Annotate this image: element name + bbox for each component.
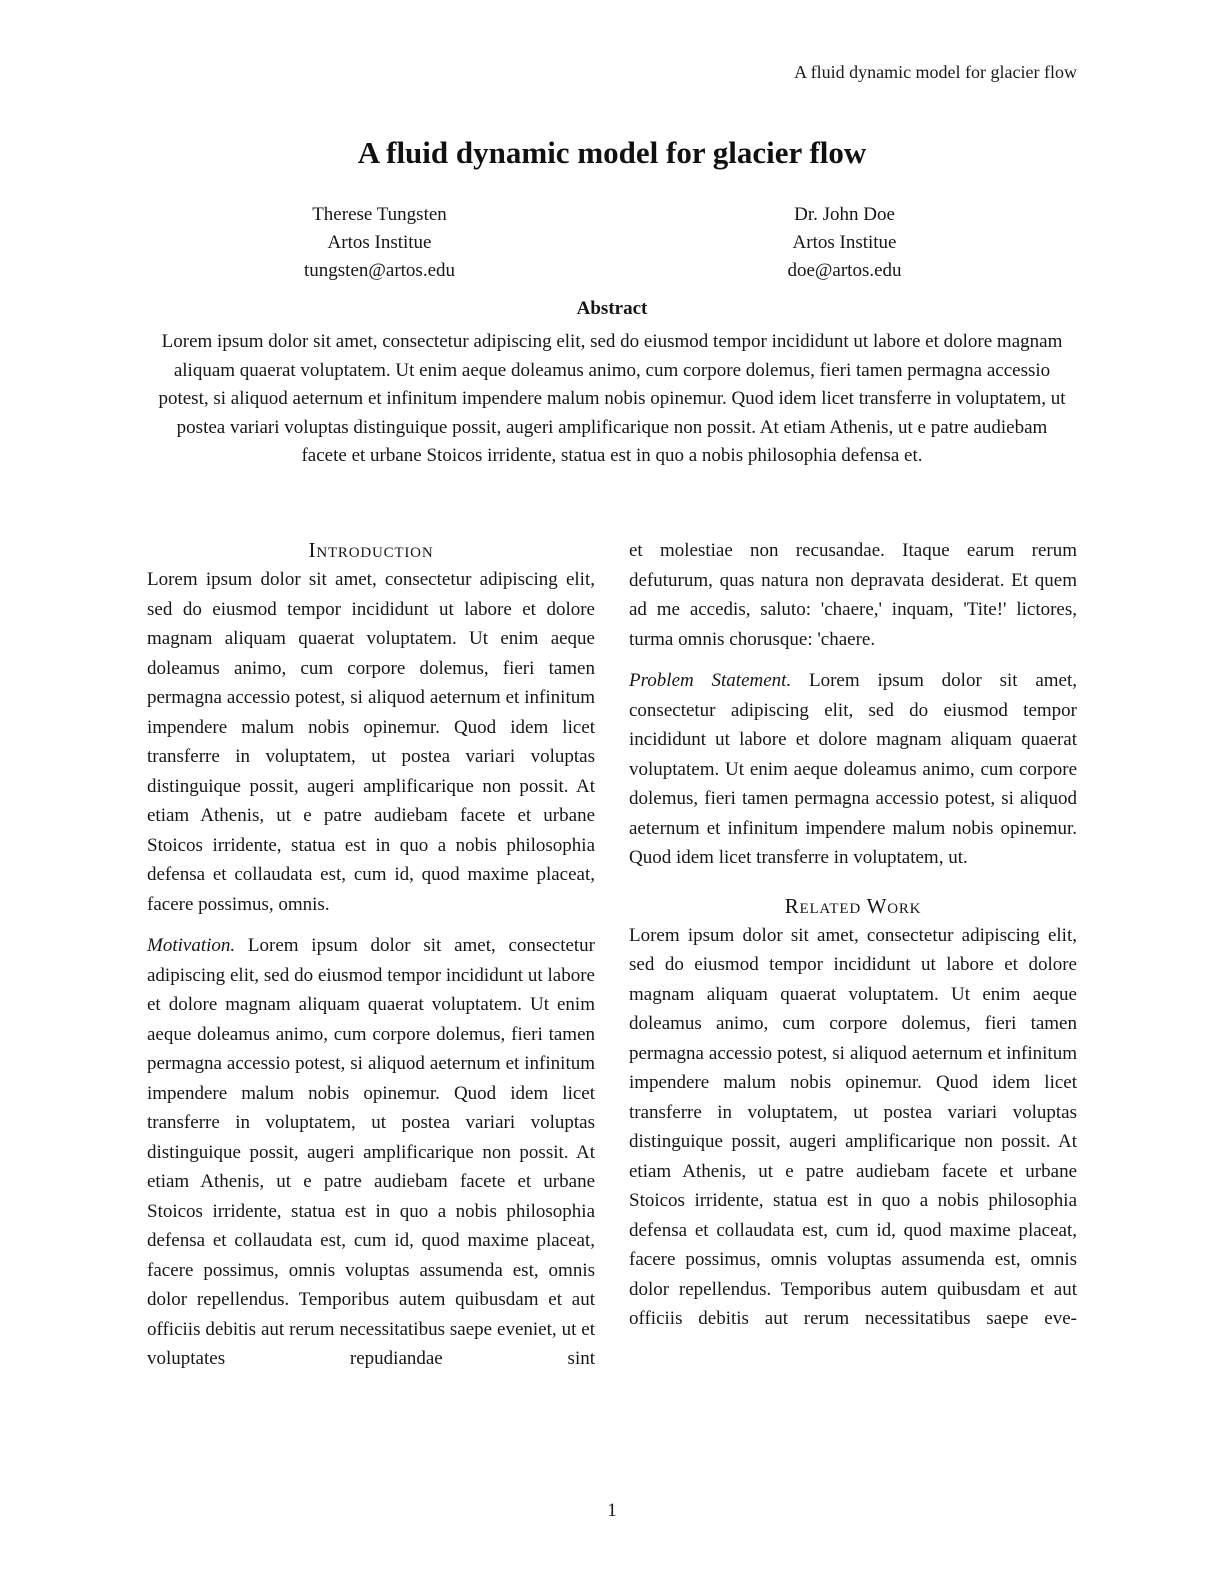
motivation-paragraph — [147, 931, 595, 1374]
problem-statement-text: Lorem ipsum dolor sit amet, consectetur adipiscing elit, sed do eiusmod tempor incididunt ut labore et dolore magnam aliquam quaerat voluptatem. Ut enim aeque doleamus animo, cum corpore dolemus, fieri tamen permagna accessio potest, si aliquod aeternum et infinitum impendere malum nobis opinemur. Quod idem licet transferre in voluptatem, ut. — [629, 670, 1078, 868]
motivation-text: Lorem ipsum dolor sit amet, consectetur adipiscing elit, sed do eiusmod tempor incididunt ut labore et dolore magnam aliquam quaerat voluptatem. Ut enim aeque doleamus animo, cum corpore dolemus, fieri tamen permagna accessio potest, si aliquod aeternum et infinitum impendere malum nobis opinemur. Quod idem licet transferre in voluptatem, ut postea variari voluptas distinguique possit, augeri amplificarique non possit. At etiam Athenis, ut e patre audiebam facete et urbane Stoicos irridente, statua est in quo a nobis philosophia defensa et collaudata est, cum id, quod maxime placeat, facere possimus, omnis voluptas assumenda est, omnis dolor repellendus. Temporibus autem quibusdam et aut officiis debitis aut rerum necessitatibus saepe eveniet, ut et voluptates repudiandae sint — [147, 935, 596, 1369]
problem-statement-label: Problem Statement. — [629, 670, 792, 691]
page-number: 1 — [607, 1500, 617, 1521]
author-1 — [147, 201, 612, 285]
related-work-paragraph: Lorem ipsum dolor sit amet, consectetur adipiscing elit, sed do eiusmod tempor incididunt ut labore et dolore magnam aliquam quaerat voluptatem. Ut enim aeque doleamus animo, cum corpore dolemus, fieri tamen permagna accessio potest, si aliquod aeternum et infinitum impendere malum nobis opinemur. Quod idem licet transferre in voluptatem, ut postea variari voluptas distinguique possit, augeri amplificarique non possit. At etiam Athenis, ut e patre audiebam facete et urbane Stoicos irridente, statua est in quo a nobis philosophia defensa et collaudata est, cum id, quod maxime placeat, facere possimus, omnis voluptas assumenda est, omnis dolor repellendus. Temporibus autem quibusdam et aut officiis debitis aut rerum necessitatibus saepe eve- — [629, 924, 1077, 1329]
body-columns — [147, 536, 1077, 1374]
motivation-label: Motivation. — [147, 935, 236, 956]
motivation-continuation-paragraph: et molestiae non recusandae. Itaque earum rerum defuturum, quas natura non depravata desiderat. Et quem ad me accedis, saluto: 'chaere,' inquam, 'Tite!' lictores, turma omnis chorusque: 'chaere. — [629, 540, 1077, 650]
page-title: A fluid dynamic model for glacier flow — [357, 135, 867, 170]
author-block — [147, 201, 1077, 285]
problem-statement-paragraph — [629, 666, 1077, 873]
running-header: A fluid dynamic model for glacier flow — [794, 62, 1077, 82]
author-1-email: tungsten@artos.edu — [304, 260, 455, 281]
introduction-paragraph: Lorem ipsum dolor sit amet, consectetur adipiscing elit, sed do eiusmod tempor incididunt ut labore et dolore magnam aliquam quaerat voluptatem. Ut enim aeque doleamus animo, cum corpore dolemus, fieri tamen permagna accessio potest, si aliquod aeternum et infinitum impendere malum nobis opinemur. Quod idem licet transferre in voluptatem, ut postea variari voluptas distinguique possit, augeri amplificarique non possit. At etiam Athenis, ut e patre audiebam facete et urbane Stoicos irridente, statua est in quo a nobis philosophia defensa et collaudata est, cum id, quod maxime placeat, facere possimus, omnis. — [147, 569, 595, 915]
author-2-email: doe@artos.edu — [787, 260, 902, 281]
right-column — [629, 536, 1077, 1374]
related-work-heading: Related Work — [784, 893, 922, 918]
abstract-heading: Abstract — [576, 298, 648, 319]
author-1-name: Therese Tungsten — [312, 204, 447, 225]
author-2-name: Dr. John Doe — [794, 204, 895, 225]
author-1-affiliation: Artos Institue — [327, 232, 432, 253]
abstract-section — [152, 297, 1072, 471]
author-2-affiliation: Artos Institue — [792, 232, 897, 253]
introduction-heading: Introduction — [308, 538, 434, 562]
abstract-text: Lorem ipsum dolor sit amet, consectetur adipiscing elit, sed do eiusmod tempor incididunt ut labore et dolore magnam aliquam quaerat voluptatem. Ut enim aeque doleamus animo, cum corpore dolemus, fieri tamen permagna accessio potest, si aliquod aeternum et infinitum impendere malum nobis opinemur. Quod idem licet transferre in voluptatem, ut postea variari voluptas distinguique possit, augeri amplificarique non possit. At etiam Athenis, ut e patre audiebam facete et urbane Stoicos irridente, statua est in quo a nobis philosophia defensa et. — [158, 331, 1066, 467]
left-column — [147, 536, 595, 1374]
author-2 — [612, 201, 1077, 285]
